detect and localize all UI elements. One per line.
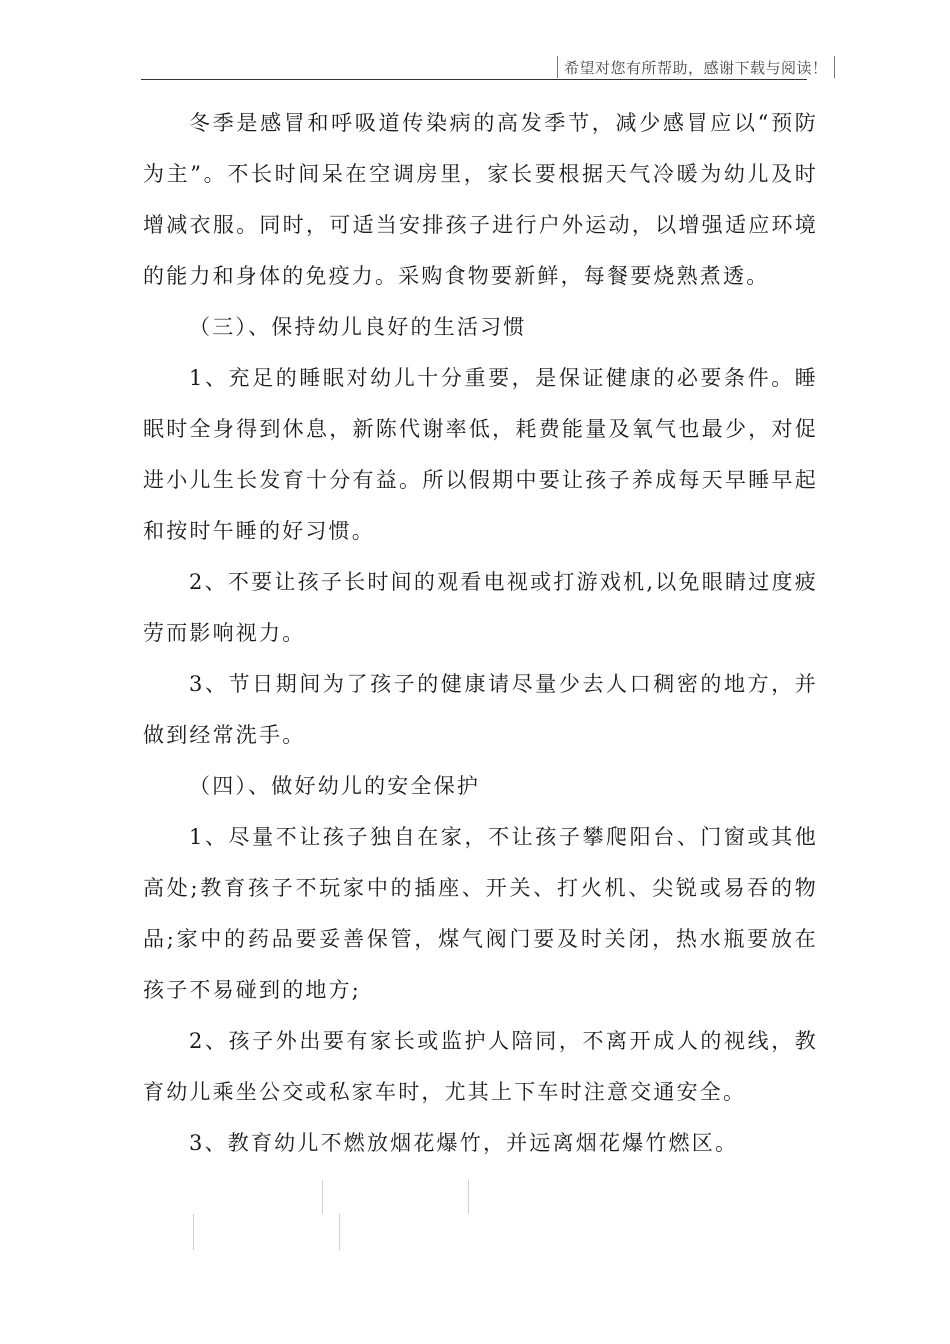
header-rule <box>141 79 807 80</box>
paragraph-fireworks: 3、教育幼儿不燃放烟花爆竹，并远离烟花爆竹燃区。 <box>189 1131 739 1155</box>
section-heading-safety: （四）、做好幼儿的安全保护 <box>189 774 481 798</box>
header-text: 希望对您有所帮助，感谢下载与阅读！ <box>564 58 828 77</box>
paragraph-crowds: 3、节日期间为了孩子的健康请尽量少去人口稠密的地方，并做到经常洗手。 <box>143 672 818 747</box>
header-banner <box>557 56 835 78</box>
fold-line <box>339 1214 340 1250</box>
fold-line <box>322 1180 323 1214</box>
fold-line <box>468 1180 469 1214</box>
paragraph-home-safety: 1、尽量不让孩子独自在家，不让孩子攀爬阳台、门窗或其他高处;教育孩子不玩家中的插座、开关、打火机、尖锐或易吞的物品;家中的药品要妥善保管，煤气阀门要及时关闭，热水瓶要放在孩子不易碰到的地方; <box>143 825 818 1002</box>
paragraph-screen-time: 2、不要让孩子长时间的观看电视或打游戏机,以免眼睛过度疲劳而影响视力。 <box>143 570 818 645</box>
paragraph-sleep: 1、充足的睡眠对幼儿十分重要，是保证健康的必要条件。睡眠时全身得到休息，新陈代谢率低，耗费能量及氧气也最少，对促进小儿生长发育十分有益。所以假期中要让孩子养成每天早睡早起和按时午睡的好习惯。 <box>143 366 818 543</box>
document-body <box>143 98 818 1169</box>
paragraph-traffic-safety: 2、孩子外出要有家长或监护人陪同，不离开成人的视线，教育幼儿乘坐公交或私家车时，尤其上下车时注意交通安全。 <box>143 1029 818 1104</box>
paragraph-cold-prevention: 冬季是感冒和呼吸道传染病的高发季节，减少感冒应以“预防为主”。不长时间呆在空调房里，家长要根据天气冷暖为幼儿及时增减衣服。同时，可适当安排孩子进行户外运动，以增强适应环境的能力和身体的免疫力。采购食物要新鲜，每餐要烧熟煮透。 <box>143 111 818 288</box>
fold-line <box>193 1214 194 1250</box>
section-heading-habits: （三）、保持幼儿良好的生活习惯 <box>189 315 527 339</box>
